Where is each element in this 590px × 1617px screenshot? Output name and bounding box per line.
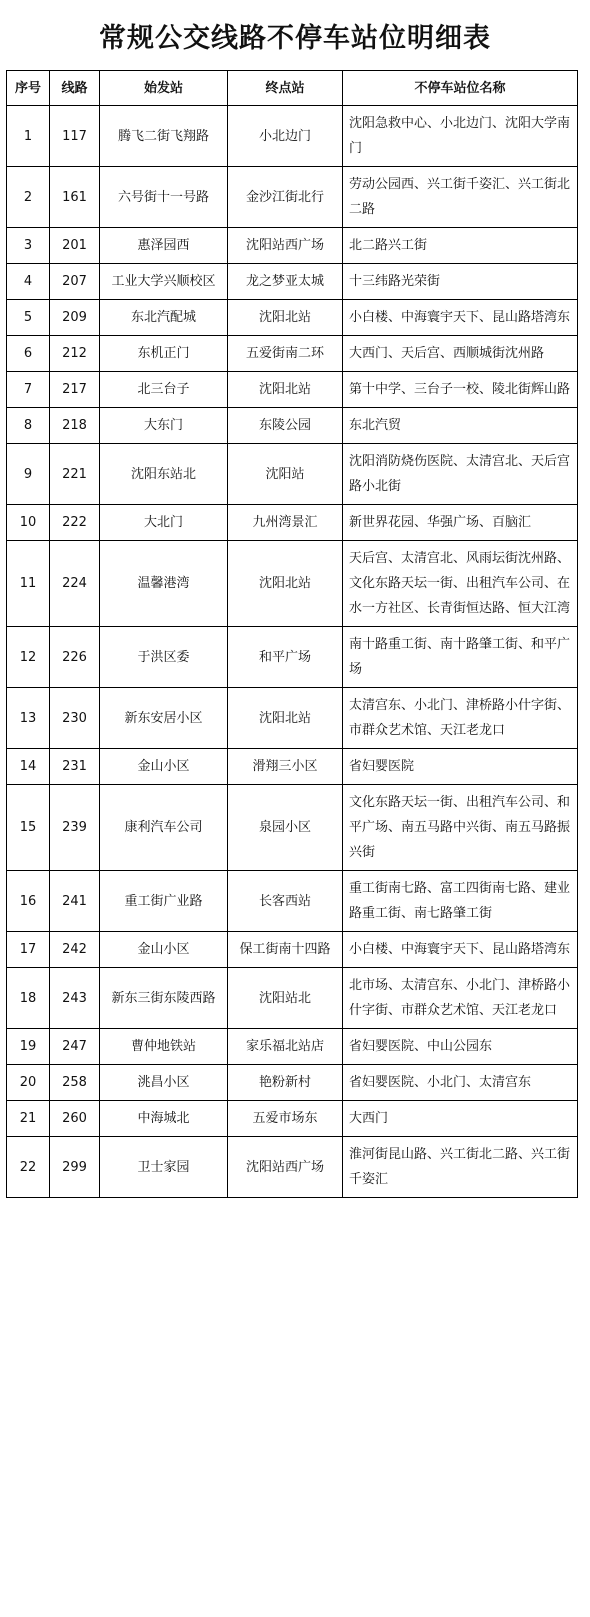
- cell-terminus: 家乐福北站店: [228, 1029, 343, 1065]
- header-no: 序号: [7, 71, 50, 106]
- cell-no: 18: [7, 968, 50, 1029]
- cell-no: 13: [7, 688, 50, 749]
- cell-line: 247: [50, 1029, 100, 1065]
- header-origin: 始发站: [100, 71, 228, 106]
- cell-line: 222: [50, 505, 100, 541]
- cell-skipped-stops: 省妇婴医院、中山公园东: [343, 1029, 578, 1065]
- cell-line: 207: [50, 264, 100, 300]
- table-row: [7, 1137, 578, 1198]
- cell-line: 243: [50, 968, 100, 1029]
- cell-no: 11: [7, 541, 50, 627]
- table-row: [7, 336, 578, 372]
- cell-origin: 于洪区委: [100, 627, 228, 688]
- cell-terminus: 艳粉新村: [228, 1065, 343, 1101]
- cell-no: 14: [7, 749, 50, 785]
- cell-skipped-stops: 淮河街昆山路、兴工街北二路、兴工街千姿汇: [343, 1137, 578, 1198]
- cell-skipped-stops: 重工街南七路、富工四街南七路、建业路重工街、南七路肇工街: [343, 871, 578, 932]
- table-row: [7, 444, 578, 505]
- cell-terminus: 五爱街南二环: [228, 336, 343, 372]
- cell-origin: 沈阳东站北: [100, 444, 228, 505]
- cell-no: 21: [7, 1101, 50, 1137]
- cell-terminus: 沈阳北站: [228, 541, 343, 627]
- header-skipped-stops: 不停车站位名称: [343, 71, 578, 106]
- cell-terminus: 和平广场: [228, 627, 343, 688]
- cell-line: 231: [50, 749, 100, 785]
- cell-origin: 六号街十一号路: [100, 167, 228, 228]
- cell-terminus: 保工街南十四路: [228, 932, 343, 968]
- page-title: 常规公交线路不停车站位明细表: [99, 22, 491, 54]
- cell-no: 20: [7, 1065, 50, 1101]
- cell-origin: 北三台子: [100, 372, 228, 408]
- table-row: [7, 785, 578, 871]
- cell-terminus: 东陵公园: [228, 408, 343, 444]
- cell-origin: 重工街广业路: [100, 871, 228, 932]
- cell-line: 299: [50, 1137, 100, 1198]
- cell-line: 242: [50, 932, 100, 968]
- cell-origin: 新东安居小区: [100, 688, 228, 749]
- cell-skipped-stops: 十三纬路光荣街: [343, 264, 578, 300]
- table-row: [7, 228, 578, 264]
- cell-terminus: 五爱市场东: [228, 1101, 343, 1137]
- cell-skipped-stops: 小白楼、中海寰宇天下、昆山路塔湾东: [343, 300, 578, 336]
- cell-skipped-stops: 北市场、太清宫东、小北门、津桥路小什字街、市群众艺术馆、天江老龙口: [343, 968, 578, 1029]
- bus-route-table: [6, 70, 578, 1198]
- cell-origin: 曹仲地铁站: [100, 1029, 228, 1065]
- cell-terminus: 长客西站: [228, 871, 343, 932]
- cell-origin: 洮昌小区: [100, 1065, 228, 1101]
- cell-skipped-stops: 天后宫、太清宫北、风雨坛街沈州路、文化东路天坛一街、出租汽车公司、在水一方社区、长青街恒达路、恒大江湾: [343, 541, 578, 627]
- table-row: [7, 871, 578, 932]
- cell-terminus: 沈阳北站: [228, 300, 343, 336]
- table-row: [7, 688, 578, 749]
- cell-skipped-stops: 太清宫东、小北门、津桥路小什字街、市群众艺术馆、天江老龙口: [343, 688, 578, 749]
- table-row: [7, 932, 578, 968]
- cell-no: 5: [7, 300, 50, 336]
- table-row: [7, 264, 578, 300]
- table-row: [7, 1029, 578, 1065]
- cell-origin: 大东门: [100, 408, 228, 444]
- table-row: [7, 627, 578, 688]
- cell-skipped-stops: 大西门: [343, 1101, 578, 1137]
- table-row: [7, 968, 578, 1029]
- cell-origin: 新东三街东陵西路: [100, 968, 228, 1029]
- cell-origin: 中海城北: [100, 1101, 228, 1137]
- cell-line: 241: [50, 871, 100, 932]
- cell-line: 209: [50, 300, 100, 336]
- cell-line: 201: [50, 228, 100, 264]
- cell-no: 17: [7, 932, 50, 968]
- table-row: [7, 505, 578, 541]
- cell-no: 6: [7, 336, 50, 372]
- cell-terminus: 龙之梦亚太城: [228, 264, 343, 300]
- cell-skipped-stops: 第十中学、三台子一校、陵北街辉山路: [343, 372, 578, 408]
- cell-no: 8: [7, 408, 50, 444]
- cell-terminus: 沈阳站西广场: [228, 1137, 343, 1198]
- cell-no: 15: [7, 785, 50, 871]
- table-row: [7, 749, 578, 785]
- cell-line: 230: [50, 688, 100, 749]
- cell-no: 9: [7, 444, 50, 505]
- cell-terminus: 小北边门: [228, 106, 343, 167]
- cell-skipped-stops: 劳动公园西、兴工街千姿汇、兴工街北二路: [343, 167, 578, 228]
- cell-skipped-stops: 东北汽贸: [343, 408, 578, 444]
- header-terminus: 终点站: [228, 71, 343, 106]
- cell-origin: 康利汽车公司: [100, 785, 228, 871]
- cell-skipped-stops: 大西门、天后宫、西顺城街沈州路: [343, 336, 578, 372]
- table-row: [7, 541, 578, 627]
- cell-terminus: 泉园小区: [228, 785, 343, 871]
- cell-skipped-stops: 新世界花园、华强广场、百脑汇: [343, 505, 578, 541]
- cell-no: 4: [7, 264, 50, 300]
- cell-terminus: 滑翔三小区: [228, 749, 343, 785]
- table-row: [7, 167, 578, 228]
- cell-terminus: 九州湾景汇: [228, 505, 343, 541]
- cell-line: 221: [50, 444, 100, 505]
- cell-origin: 大北门: [100, 505, 228, 541]
- cell-origin: 金山小区: [100, 749, 228, 785]
- cell-terminus: 沈阳站北: [228, 968, 343, 1029]
- cell-origin: 东机正门: [100, 336, 228, 372]
- cell-origin: 卫士家园: [100, 1137, 228, 1198]
- cell-no: 7: [7, 372, 50, 408]
- cell-no: 16: [7, 871, 50, 932]
- cell-origin: 温馨港湾: [100, 541, 228, 627]
- cell-line: 117: [50, 106, 100, 167]
- cell-no: 2: [7, 167, 50, 228]
- cell-no: 3: [7, 228, 50, 264]
- cell-skipped-stops: 北二路兴工街: [343, 228, 578, 264]
- cell-skipped-stops: 小白楼、中海寰宇天下、昆山路塔湾东: [343, 932, 578, 968]
- cell-origin: 金山小区: [100, 932, 228, 968]
- cell-line: 239: [50, 785, 100, 871]
- header-line: 线路: [50, 71, 100, 106]
- table-row: [7, 372, 578, 408]
- cell-no: 1: [7, 106, 50, 167]
- cell-no: 12: [7, 627, 50, 688]
- cell-line: 161: [50, 167, 100, 228]
- cell-origin: 东北汽配城: [100, 300, 228, 336]
- cell-terminus: 沈阳站西广场: [228, 228, 343, 264]
- table-row: [7, 300, 578, 336]
- cell-line: 217: [50, 372, 100, 408]
- cell-skipped-stops: 省妇婴医院、小北门、太清宫东: [343, 1065, 578, 1101]
- cell-origin: 惠泽园西: [100, 228, 228, 264]
- cell-skipped-stops: 省妇婴医院: [343, 749, 578, 785]
- cell-skipped-stops: 文化东路天坛一街、出租汽车公司、和平广场、南五马路中兴街、南五马路振兴街: [343, 785, 578, 871]
- table-row: [7, 1101, 578, 1137]
- cell-terminus: 沈阳站: [228, 444, 343, 505]
- cell-line: 224: [50, 541, 100, 627]
- cell-origin: 腾飞二街飞翔路: [100, 106, 228, 167]
- cell-no: 10: [7, 505, 50, 541]
- cell-skipped-stops: 沈阳消防烧伤医院、太清宫北、天后宫路小北街: [343, 444, 578, 505]
- cell-terminus: 沈阳北站: [228, 688, 343, 749]
- cell-line: 258: [50, 1065, 100, 1101]
- cell-no: 22: [7, 1137, 50, 1198]
- cell-line: 226: [50, 627, 100, 688]
- cell-skipped-stops: 沈阳急救中心、小北边门、沈阳大学南门: [343, 106, 578, 167]
- cell-terminus: 沈阳北站: [228, 372, 343, 408]
- table-header-row: [7, 71, 578, 106]
- cell-origin: 工业大学兴顺校区: [100, 264, 228, 300]
- cell-terminus: 金沙江街北行: [228, 167, 343, 228]
- cell-line: 218: [50, 408, 100, 444]
- table-row: [7, 408, 578, 444]
- table-row: [7, 1065, 578, 1101]
- cell-no: 19: [7, 1029, 50, 1065]
- table-row: [7, 106, 578, 167]
- cell-line: 212: [50, 336, 100, 372]
- cell-skipped-stops: 南十路重工街、南十路肇工街、和平广场: [343, 627, 578, 688]
- cell-line: 260: [50, 1101, 100, 1137]
